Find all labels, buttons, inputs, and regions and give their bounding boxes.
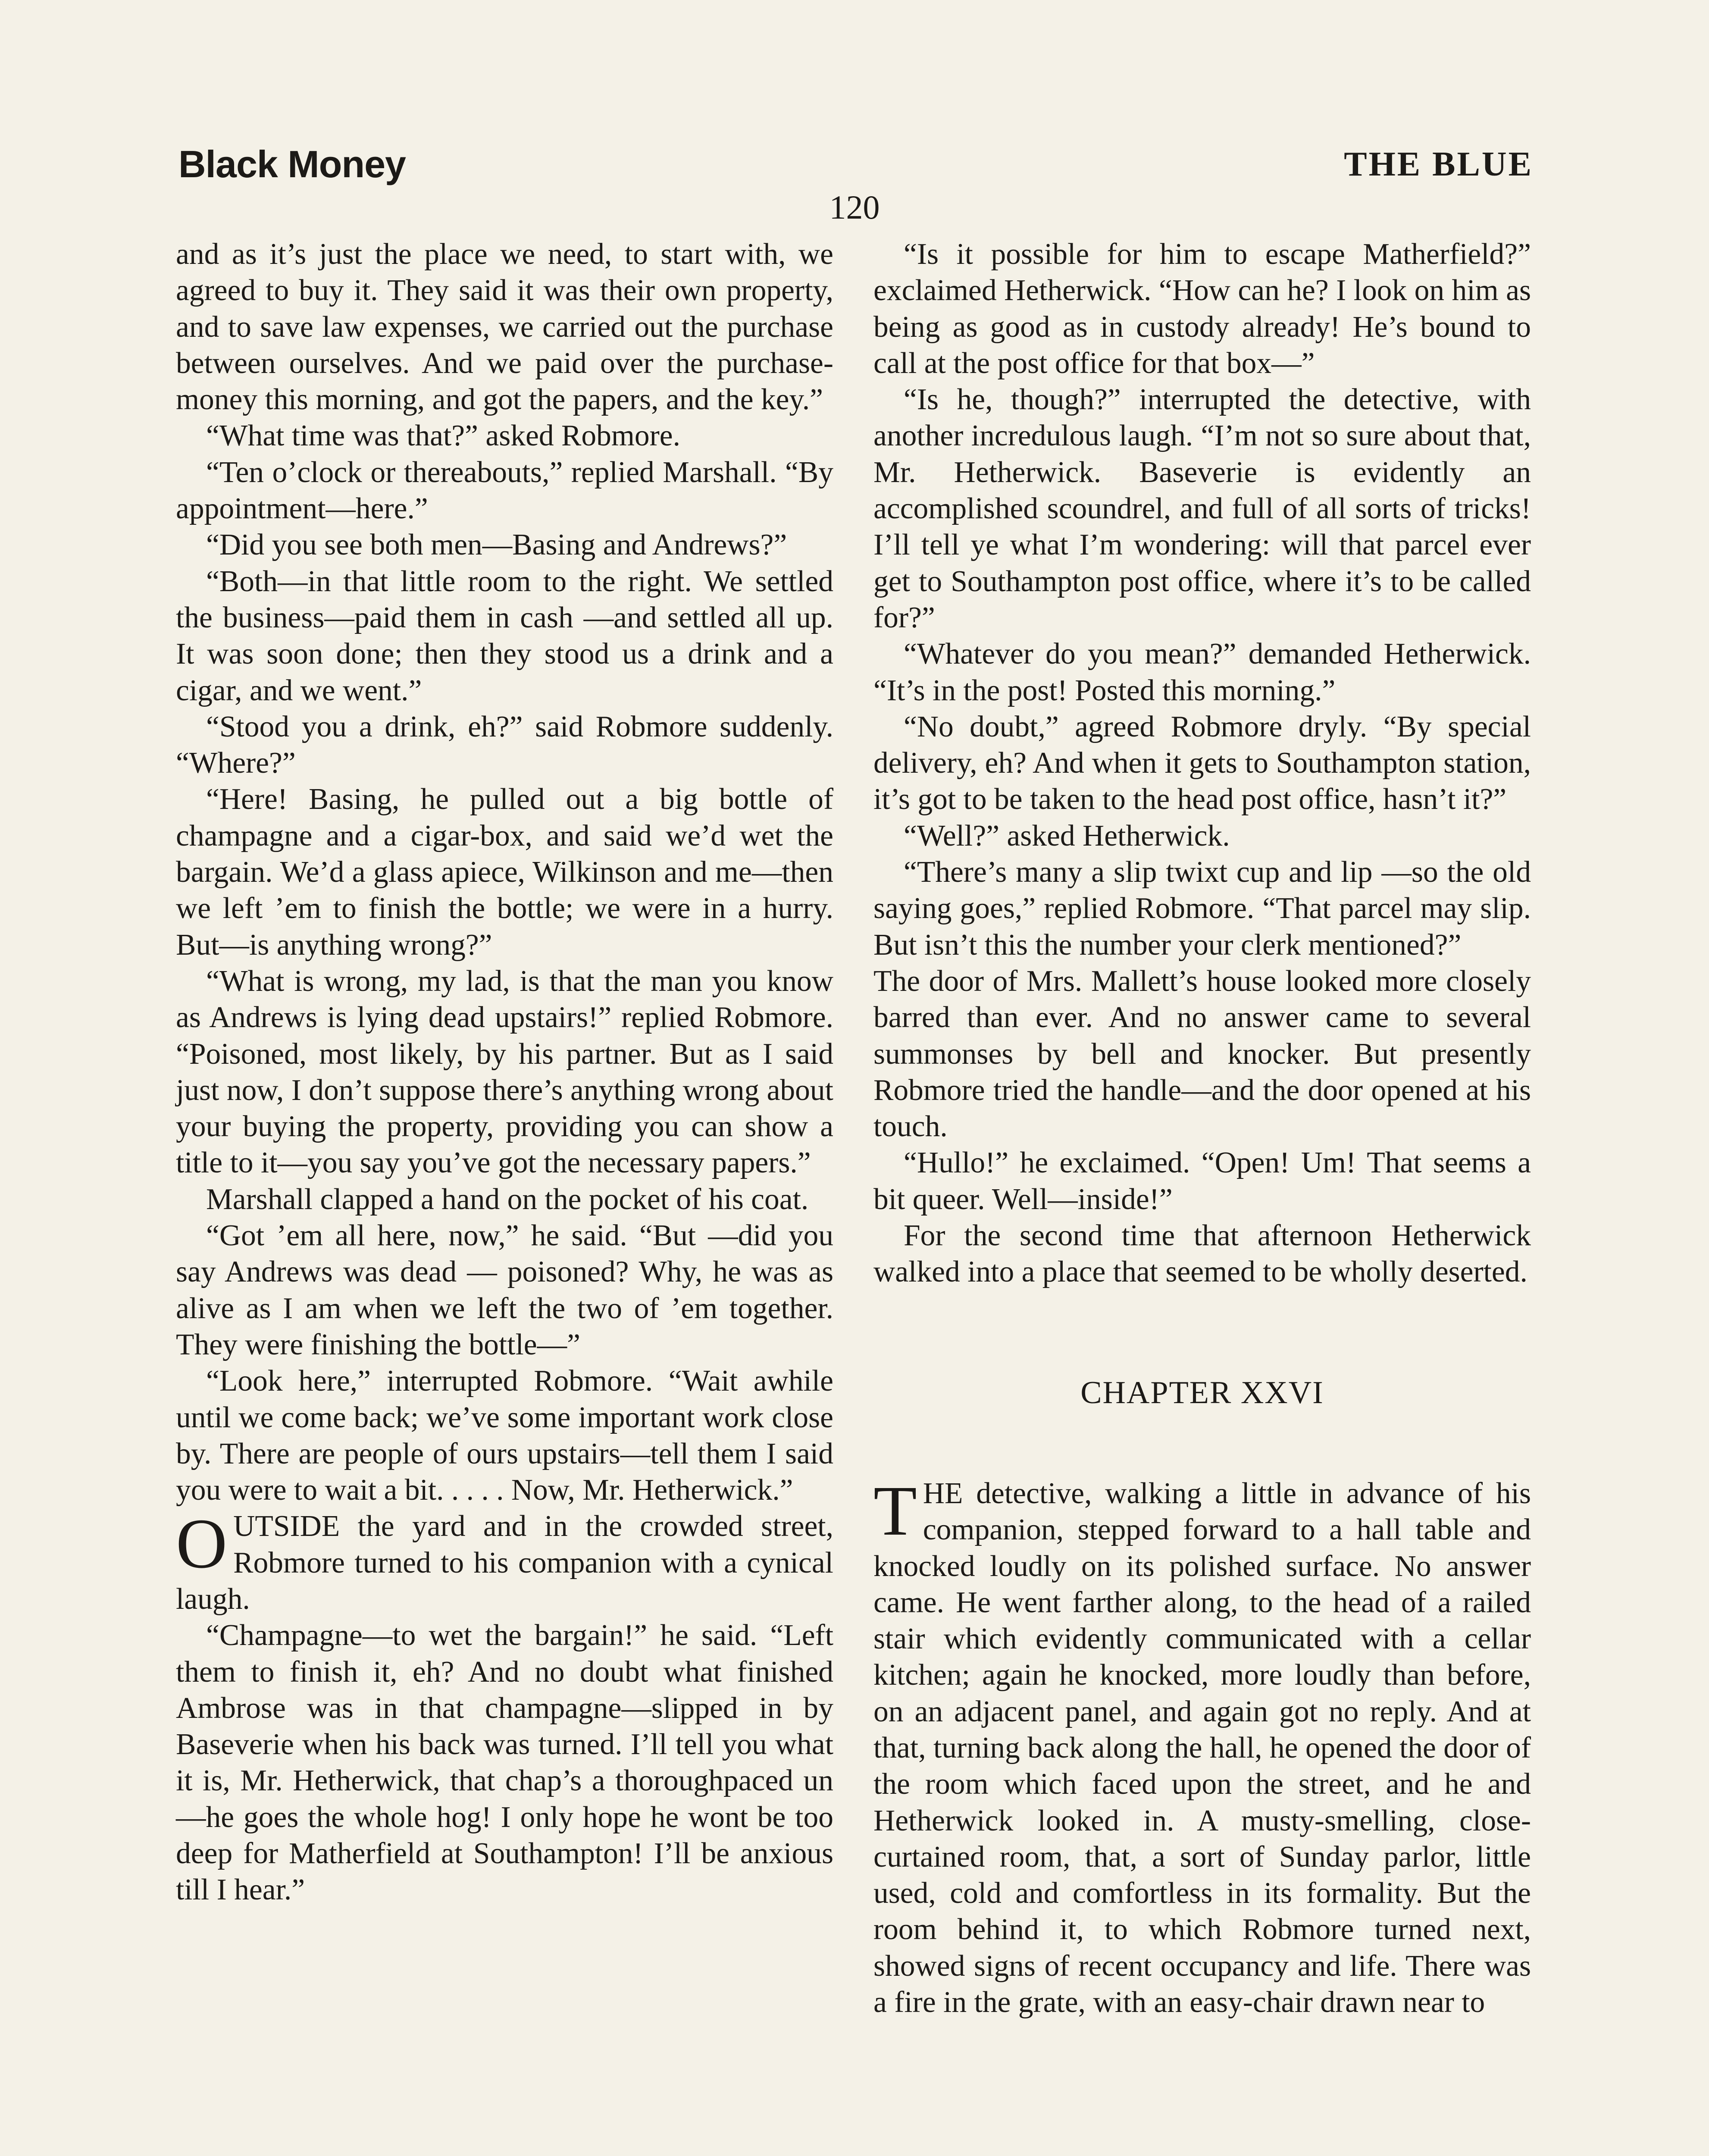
paragraph: “There’s many a slip twixt cup and lip —so the old saying goes,” replied Robmore. “That parcel may slip. But isn’t this the number your clerk mentioned?” — [873, 856, 1531, 962]
story-title: Black Money — [178, 143, 406, 185]
paragraph: “What time was that?” asked Robmore. — [206, 419, 681, 453]
chapter-opening-paragraph — [873, 1471, 1531, 2021]
paragraph: “What is wrong, my lad, is that the man you know as Andrews is lying dead upstairs!” replied Robmore. “Poisoned, most likely, by his partner. But as I said just now, I don’t suppose there’s anything wrong about your buying the property, providing you can show a title to it—you say you’ve got the necessary papers.” — [176, 964, 833, 1180]
section-opening-text: UTSIDE the yard and in the crowded street, Robmore turned to his companion with a cynical laugh. — [176, 1510, 833, 1616]
chapter-opening-text: HE detective, walking a little in advance of his companion, stepped forward to a hall table and knocked loudly on its polished surface. No answer came. He went farther along, to the head of a railed stair which evidently communicated with a cellar kitchen; again he knocked, more loudly than before, on an adjacent panel, and again got no reply. And at that, turning back along the hall, he opened the door of the room which faced upon the street, and he and Hetherwick looked in. A musty-smelling, close-curtained room, that, a sort of Sunday parlor, little used, cold and comfortless in its formality. But the room behind it, to which Robmore turned next, showed signs of recent occupancy and life. There was a fire in the grate, with an easy-chair drawn near to — [873, 1476, 1531, 2019]
chapter-heading: CHAPTER XXVI — [1080, 1375, 1324, 1410]
paragraph: “Well?” asked Hetherwick. — [904, 819, 1230, 852]
paragraph: Marshall clapped a hand on the pocket of his coat. — [206, 1182, 809, 1216]
paragraph: and as it’s just the place we need, to start with, we agreed to buy it. They said it was their own property, and to save law expenses, we carried out the purchase between ourselves. And we paid over the purchase-money this morning, and got the papers, and the key.” — [176, 238, 833, 417]
paragraph: “Is it possible for him to escape Matherfield?” exclaimed Hetherwick. “How can he? I look on him as being as good as in custody already! He’s bound to call at the post office for that box—” — [873, 238, 1531, 380]
paragraph: For the second time that afternoon Hetherwick walked into a place that seemed to be wholly deserted. — [873, 1219, 1531, 1289]
left-column — [176, 236, 833, 1908]
paragraph: “Whatever do you mean?” demanded Hetherwick. “It’s in the post! Posted this morning.” — [873, 637, 1531, 707]
paragraph: “Did you see both men—Basing and Andrews?” — [206, 528, 787, 562]
paragraph: The door of Mrs. Mallett’s house looked more closely barred than ever. And no answer came to several summonses by bell and knocker. But presently Robmore tried the handle—and the door opened at his touch. — [873, 964, 1531, 1144]
paragraph: “Both—in that little room to the right. We settled the business—paid them in cash —and settled all up. It was soon done; then they stood us a drink and a cigar, and we went.” — [176, 564, 833, 707]
drop-cap: T — [873, 1471, 917, 1550]
paragraph: “Stood you a drink, eh?” said Robmore suddenly. “Where?” — [176, 710, 833, 780]
paragraph: “Look here,” interrupted Robmore. “Wait awhile until we come back; we’ve some important work close by. There are people of ours upstairs—tell them I said you were to wait a bit. . . . . Now, Mr. Hetherwick.” — [176, 1364, 833, 1507]
paragraph: “Here! Basing, he pulled out a big bottle of champagne and a cigar-box, and said we’d wet the bargain. We’d a glass apiece, Wilkinson and me—then we left ’em to finish the bottle; we were in a hurry. But—is anything wrong?” — [176, 783, 833, 962]
paragraph: “Ten o’clock or thereabouts,” replied Marshall. “By appointment—here.” — [176, 455, 833, 526]
page-number: 120 — [829, 188, 880, 226]
right-column — [873, 236, 1531, 2021]
paragraph: “Champagne—to wet the bargain!” he said. “Left them to finish it, eh? And no doubt what finished Ambrose was in that champagne—slipped in by Baseverie when his back was turned. I’ll tell you what it is, Mr. Hetherwick, that chap’s a thoroughpaced un—he goes the whole hog! I only hope he wont be too deep for Matherfield at Southampton! I’ll be anxious till I hear.” — [176, 1619, 833, 1907]
paragraph: “No doubt,” agreed Robmore dryly. “By special delivery, eh? And when it gets to Southampton station, it’s got to be taken to the head post office, hasn’t it?” — [873, 710, 1531, 816]
paragraph: “Got ’em all here, now,” he said. “But —did you say Andrews was dead — poisoned? Why, he was as alive as I am when we left the two of ’em together. They were finishing the bottle—” — [176, 1219, 833, 1361]
magazine-title: THE BLUE — [1344, 145, 1533, 183]
paragraph: “Is he, though?” interrupted the detective, with another incredulous laugh. “I’m not so sure about that, Mr. Hetherwick. Baseverie is evidently an accomplished scoundrel, and full of all sorts of tricks! I’ll tell ye what I’m wondering: will that parcel ever get to Southampton post office, where it’s to be called for?” — [873, 383, 1531, 634]
paragraph: “Hullo!” he exclaimed. “Open! Um! That seems a bit queer. Well—inside!” — [873, 1146, 1531, 1216]
drop-cap: O — [176, 1504, 228, 1583]
section-opening-paragraph — [176, 1504, 833, 1617]
